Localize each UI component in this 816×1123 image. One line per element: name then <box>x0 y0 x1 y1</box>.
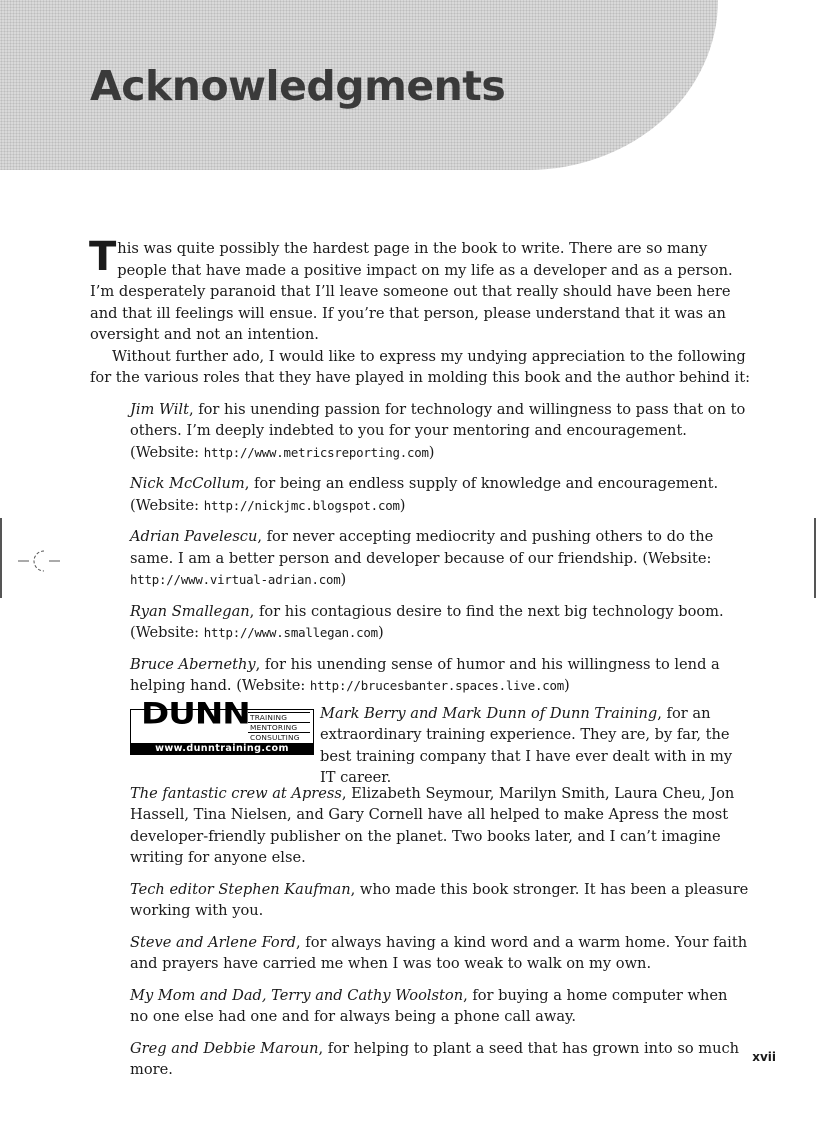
logo-entry-text: Mark Berry and Mark Dunn of Dunn Training, for an extraordinary training experience. They are, by far, the best training company that I have ever dealt with in my IT career. <box>320 704 733 786</box>
ack-url: http://www.metricsreporting.com <box>203 444 429 460</box>
ack-entry: The fantastic crew at Apress, Elizabeth Seymour, Marilyn Smith, Laura Cheu, Jon Hassell, Tina Nielsen, and Gary Cornell have all helped to make Apress the most developer-friendly publisher on the planet. Two books later, and I can’t imagine writing for anyone else. <box>130 784 735 866</box>
ack-name: Bruce Abernethy <box>130 655 256 673</box>
ack-url: http://brucesbanter.spaces.live.com <box>309 678 564 693</box>
ack-entry-with-logo <box>90 696 750 786</box>
ack-entry: Greg and Debbie Maroun, for helping to plant a seed that has grown into so much more. <box>130 1039 740 1078</box>
logo-taglines <box>248 712 310 742</box>
ack-name: Ryan Smallegan <box>130 602 250 620</box>
ack-name: Adrian Pavelescu <box>130 528 258 545</box>
logo-tag: TRAINING <box>248 712 310 722</box>
acknowledgments-body <box>89 234 750 1081</box>
ack-url: http://nickjmc.blogspot.com <box>203 497 400 513</box>
ack-name: Tech editor Stephen Kaufman <box>130 880 351 898</box>
registration-mark-icon <box>18 548 60 574</box>
ack-name: Mark Berry and Mark Dunn of Dunn Training <box>320 704 658 722</box>
ack-name: Greg and Debbie Maroun <box>130 1039 319 1057</box>
intro-text: his was quite possibly the hardest page in the book to write. There are so many people that have made a positive impact on my life as a developer and as a person. I’m desperately paranoid that I’ll leave someone out that really should have been here and that ill feelings will ensue. If you’re that person, please understand that it was an oversight and not an intention. <box>90 240 733 343</box>
intro-paragraph-2: Without further ado, I would like to express my undying appreciation to the following for the various roles that they have played in molding this book and the author behind it: <box>90 347 750 386</box>
ack-entry: Ryan Smallegan, for his contagious desire to find the next big technology boom. (Website: http://www.smallegan.com) <box>130 602 724 641</box>
ack-entry: Jim Wilt, for his unending passion for technology and willingness to pass that on to others. I’m deeply indebted to you for your mentoring and encouragement. (Website: http://www.metricsreporting.com) <box>130 400 746 461</box>
ack-name: The fantastic crew at Apress <box>130 784 342 802</box>
crop-mark-left <box>0 518 2 598</box>
logo-wordmark: DUNN <box>141 696 250 731</box>
ack-entry: Bruce Abernethy, for his unending sense of humor and his willingness to lend a helping hand. (Website: http://brucesbanter.spaces.live.com) <box>130 655 720 694</box>
logo-url-strip: www.dunntraining.com <box>131 743 313 754</box>
logo-tag: MENTORING <box>248 722 310 732</box>
drop-cap: T <box>89 234 117 280</box>
ack-url: http://www.virtual-adrian.com <box>130 572 341 587</box>
ack-url: http://www.smallegan.com <box>203 625 378 640</box>
intro-paragraph <box>89 234 750 346</box>
dunn-training-logo <box>130 696 314 755</box>
ack-name: Jim Wilt <box>130 400 189 418</box>
ack-entry: Steve and Arlene Ford, for always having a kind word and a warm home. Your faith and prayers have carried me when I was too weak to walk on my own. <box>130 933 748 972</box>
ack-name: Steve and Arlene Ford <box>130 933 297 951</box>
ack-name: My Mom and Dad, Terry and Cathy Woolston <box>130 986 464 1004</box>
ack-entry: Adrian Pavelescu, for never accepting mediocrity and pushing others to do the same. I am a better person and developer because of our friendship. (Website: http://www.virtual-adrian.com) <box>130 528 714 588</box>
page-number: xvii <box>752 1050 776 1064</box>
chapter-title: Acknowledgments <box>90 62 506 110</box>
logo-tag: CONSULTING <box>248 732 310 742</box>
ack-entry: Nick McCollum, for being an endless supply of knowledge and encouragement. (Website: http://nickjmc.blogspot.com) <box>130 475 719 514</box>
ack-entry: Tech editor Stephen Kaufman, who made this book stronger. It has been a pleasure working with you. <box>130 880 749 919</box>
ack-name: Nick McCollum <box>130 475 245 492</box>
ack-entry: My Mom and Dad, Terry and Cathy Woolston, for buying a home computer when no one else had one and for always being a phone call away. <box>130 986 728 1025</box>
